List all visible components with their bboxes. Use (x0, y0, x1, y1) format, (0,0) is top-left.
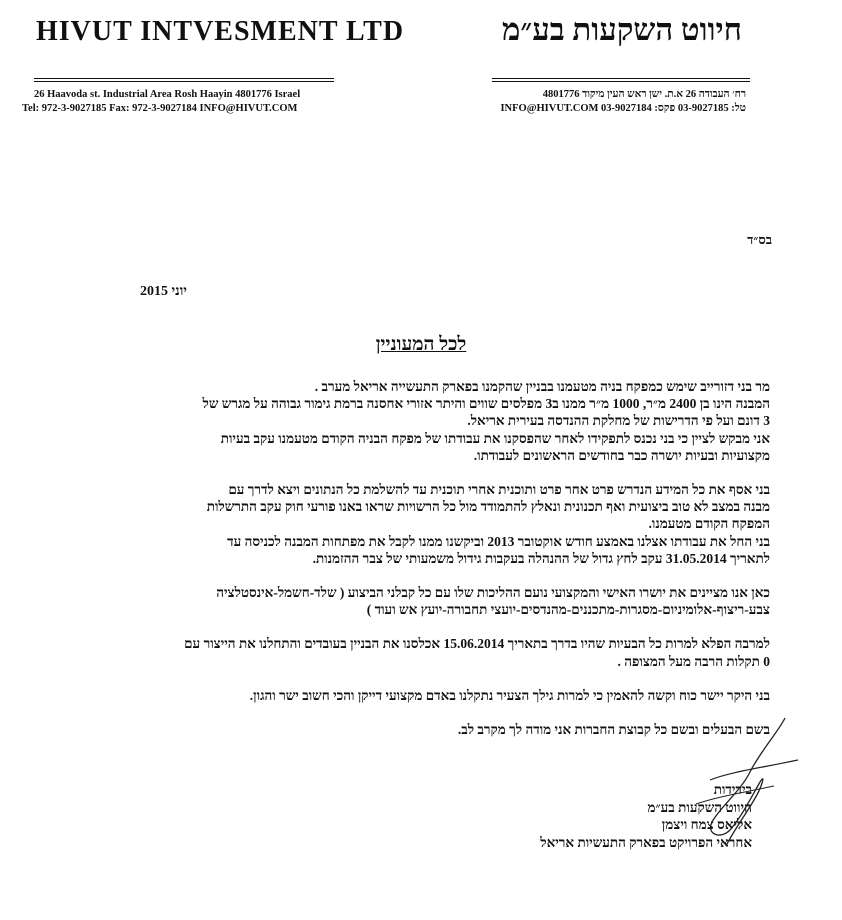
body-line: אני מבקש לציין כי בני נכנס לתפקידו לאחר שהפסקנו את עבודתו של מפקח הבניה הקודם מטעמנו עקב בעיות (220, 430, 770, 446)
paragraph-integrity (70, 584, 770, 618)
signature-name: אליאס צמח ויצמן (661, 817, 752, 832)
address-hebrew: רח׳ העבודה 26 א.ת. ישן ראש העין מיקוד 4801776 (542, 89, 746, 100)
body-line: כאן אנו מציינים את יושרו האישי והמקצועי נועם ההליכות שלו עם כל קבלני הביצוע ( שלד-חשמל-אינסטלציה (216, 585, 770, 601)
letter-date: יוני 2015 (140, 284, 187, 299)
paragraph-intro (70, 378, 770, 464)
company-name-hebrew: חיווט השקעות בע״מ (502, 12, 742, 47)
body-line: מקצועיות ובעיות יושרה כבר בחודשים הראשונים לעבודתו. (473, 447, 770, 463)
body-line: 3 דונם ועל פי הדרישות של מחלקת ההנדסה בעירית אריאל. (467, 413, 770, 429)
body-line: בשם הבעלים ובשם כל קבוצת החברות אני מודה לך מקרב לב. (457, 722, 770, 738)
body-line: בני החל את עבודתו אצלנו באמצע חודש אוקטובר 2013 וביקשנו ממנו לקבל את מפתחות המבנה לכניסה עד (227, 533, 770, 549)
contact-hebrew: טל: 03-9027185 פקס: 03-9027184 INFO@HIVUT.COM (500, 103, 746, 114)
paragraph-praise (70, 687, 770, 704)
handwritten-signature (690, 712, 820, 852)
signature-greeting: בידידות (713, 782, 752, 797)
paragraph-work (70, 481, 770, 567)
paragraph-occupancy (70, 635, 770, 669)
body-line: בני היקר יישר כוח וקשה להאמין כי למרות גילך הצעיר נתקלנו באדם מקצועי דייקן והכי חשוב ישר והגון. (249, 687, 770, 703)
signature-role: אחראי הפרויקט בפארק התעשיות אריאל (540, 834, 752, 850)
letterhead-divider-right (492, 78, 750, 79)
letter-body (70, 378, 770, 755)
body-line: 0 תקלות הרבה מעל המצופה . (617, 653, 770, 669)
letterhead-divider-left (34, 78, 334, 79)
body-line: לתאריך 31.05.2014 עקב לחץ גדול של ההנהלה בעקבות גידול משמעותי של צבר ההזמנות. (312, 550, 770, 566)
address-english: 26 Haavoda st. Industrial Area Rosh Haayin 4801776 Israel (34, 89, 301, 100)
body-line: צבע-ריצוף-אלומיניום-מסגרות-מתכננים-מהנדסים-יועצי תחבורה-יועץ אש ועוד ) (366, 602, 770, 618)
letterhead-divider-left-double (34, 81, 334, 82)
bsd-header: בס״ד (747, 232, 772, 247)
body-line: למרבה הפלא למרות כל הבעיות שהיו בדרך בתאריך 15.06.2014 אכלסנו את הבניין בעובדים והתחלנו את הייצור עם (184, 636, 770, 652)
body-line: המבנה הינו בן 2400 מ״ר, 1000 מ״ר ממנו ב3 מפלסים שווים והיתר אזורי אחסנה ברמת גימור גבוהה על מגרש של (202, 396, 770, 412)
company-name-english: HIVUT INTVESMENT LTD (36, 16, 405, 47)
body-line: מבנה במצב לא טוב ביצועית ואף תכנונית ונאלץ להתמודד מול כל הרשויות שראו באנו פורעי חוק עקב התרשלות (206, 499, 770, 515)
letterhead-divider-right-double (492, 81, 750, 82)
letter-subject: לכל המעוניין (375, 334, 467, 355)
contact-english: Tel: 972-3-9027185 Fax: 972-3-9027184 INFO@HIVUT.COM (22, 103, 298, 114)
body-line: המפקח הקודם מטעמנו. (648, 516, 770, 532)
body-line: מר בני דזורייב שימש כמפקח בניה מטעמנו בבניין שהקמנו בפארק התעשייה אריאל מערב . (314, 379, 770, 394)
paragraph-thanks (70, 721, 770, 738)
signature-company: חיווט השקעות בע״מ (647, 799, 752, 815)
body-line: בני אסף את כל המידע הנדרש פרט אחר פרט ותוכנית אחרי תוכנית עד להשלמת כל הנתונים ויצא לדרך עם (228, 482, 770, 498)
